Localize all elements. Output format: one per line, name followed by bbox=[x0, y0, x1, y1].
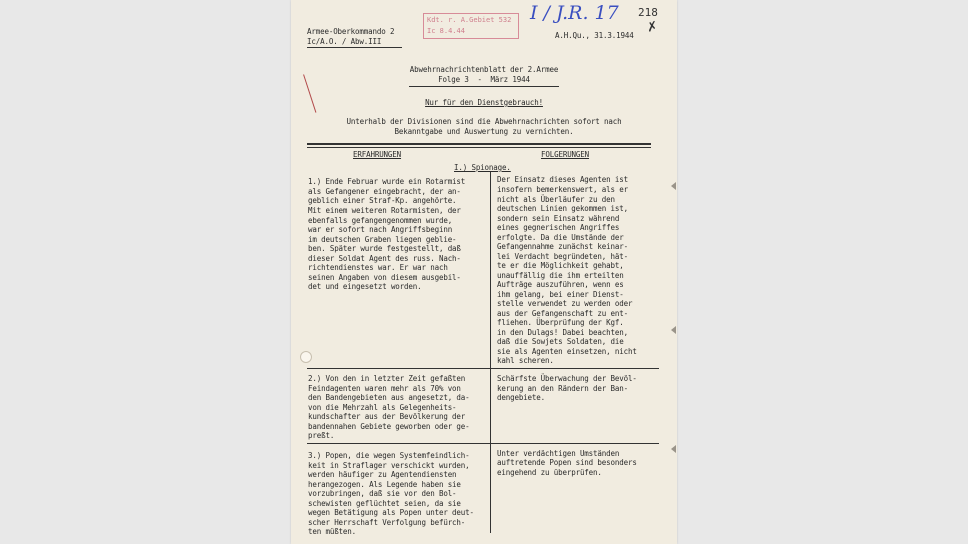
document-page bbox=[291, 0, 677, 544]
command-line-1: Armee-Oberkommando 2 bbox=[307, 27, 395, 36]
scribble-mark: ✗ bbox=[645, 15, 659, 36]
row-1-left-line: det und eingesetzt worden. bbox=[308, 282, 422, 291]
row-1-left-line: geblich einer Straf-Kp. angehörte. bbox=[308, 196, 457, 205]
row-3-left-line: herangezogen. Als Legende haben sie bbox=[308, 480, 461, 489]
row-3-right-line: eingehend zu überprüfen. bbox=[497, 468, 602, 477]
row-1-right-line: unauffällig die ihm erteilten bbox=[497, 271, 624, 280]
row-1-right-line: daß die Sowjets Soldaten, die bbox=[497, 337, 624, 346]
place-date: A.H.Qu., 31.3.1944 bbox=[555, 31, 634, 40]
instruction-line-1: Unterhalb der Divisionen sind die Abwehrnachrichten sofort nach bbox=[346, 117, 622, 126]
row-1-right-line: Der Einsatz dieses Agenten ist bbox=[497, 175, 628, 184]
restriction-notice: Nur für den Dienstgebrauch! bbox=[425, 98, 543, 107]
row-2-left-line: den Bandengebieten aus angesetzt, da- bbox=[308, 393, 470, 402]
row-1-right-line: erfolgte. Da die Umstände der bbox=[497, 233, 624, 242]
row-1-left-line: richtendienstes war. Er war nach bbox=[308, 263, 448, 272]
row-2-left-line: 2.) Von den in letzter Zeit gefaßten bbox=[308, 374, 466, 383]
row-3-left-line: keit in Straflager verschickt wurden, bbox=[308, 461, 470, 470]
row-3-left-line: scher Herrschaft Verfolgung befürch- bbox=[308, 518, 466, 527]
edge-mark bbox=[671, 445, 676, 453]
row-1-right-line: fliehen. Überprüfung der Kgf. bbox=[497, 318, 624, 327]
row-1-left-line: 1.) Ende Februar wurde ein Rotarmist bbox=[308, 177, 466, 186]
received-stamp bbox=[423, 13, 519, 39]
row-1-right-line: sie als Agenten einsetzen, nicht bbox=[497, 347, 637, 356]
command-underline bbox=[307, 47, 402, 48]
row-2-right-line: kerung an den Rändern der Ban- bbox=[497, 384, 628, 393]
row-2-left-line: kundschafter aus der Bevölkerung der bbox=[308, 412, 466, 421]
row-1-right-line: aus der Gefangenschaft zu ent- bbox=[497, 309, 628, 318]
row-1-right-line: ihm gelang, bei einer Dienst- bbox=[497, 290, 624, 299]
row-3-left-line: vorzubringen, daß sie vor den Bol- bbox=[308, 489, 457, 498]
row-2-left-line: bandennahen Gebiete geworben oder ge- bbox=[308, 422, 470, 431]
row-1-left-line: war er sofort nach Angriffsbeginn bbox=[308, 225, 453, 234]
row-1-left-line: ben. Später wurde festgestellt, daß bbox=[308, 244, 461, 253]
row-1-right-line: sondern sein Einsatz während bbox=[497, 214, 620, 223]
row-1-right-line: stelle verwendet zu werden oder bbox=[497, 299, 633, 308]
row-2-left-line: von die Mehrzahl als Gelegenheits- bbox=[308, 403, 457, 412]
instruction-line-2: Bekanntgabe und Auswertung zu vernichten. bbox=[394, 127, 574, 136]
row-3-left-line: wegen Betätigung als Popen unter deut- bbox=[308, 508, 474, 517]
column-divider bbox=[490, 172, 491, 533]
column-header-right: FOLGERUNGEN bbox=[541, 150, 590, 159]
stamp-line-2: Ic 8.4.44 bbox=[427, 27, 465, 35]
table-top-rule bbox=[307, 143, 651, 145]
row-1-left-line: als Gefangener eingebracht, der an- bbox=[308, 187, 461, 196]
row-1-right-line: insofern bemerkenswert, als er bbox=[497, 185, 628, 194]
row-1-right-line: lei Verdacht begründeten, hät- bbox=[497, 252, 628, 261]
row-3-right-line: Unter verdächtigen Umständen bbox=[497, 449, 620, 458]
command-line-2: Ic/A.O. / Abw.III bbox=[307, 37, 382, 46]
row-1-right-line: te er die Möglichkeit gehabt, bbox=[497, 261, 624, 270]
bulletin-issue: Folge 3 - März 1944 bbox=[438, 75, 530, 84]
title-underline bbox=[409, 86, 559, 87]
row-1-left-line: im deutschen Graben liegen geblie- bbox=[308, 235, 457, 244]
row-3-left-line: 3.) Popen, die wegen Systemfeindlich- bbox=[308, 451, 470, 460]
row-3-left-line: werden häufiger zu Agentendiensten bbox=[308, 470, 457, 479]
column-header-left: ERFAHRUNGEN bbox=[353, 150, 402, 159]
row-3-left-line: ten müßten. bbox=[308, 527, 357, 536]
row-separator bbox=[307, 443, 659, 444]
section-title: I.) Spionage. bbox=[454, 163, 511, 172]
row-1-left-line: seinen Angaben von diesem ausgebil- bbox=[308, 273, 461, 282]
edge-mark bbox=[671, 326, 676, 334]
row-1-left-line: Mit einem weiteren Rotarmisten, der bbox=[308, 206, 461, 215]
edge-mark bbox=[671, 182, 676, 190]
row-3-left-line: schewisten geflüchtet seien, da sie bbox=[308, 499, 461, 508]
row-2-left-line: Feindagenten waren mehr als 70% von bbox=[308, 384, 461, 393]
row-3-right-line: auftretende Popen sind besonders bbox=[497, 458, 637, 467]
stamp-line-1: Kdt. r. A.Gebiet 532 bbox=[427, 16, 512, 24]
row-1-right-line: kahl scheren. bbox=[497, 356, 554, 365]
row-1-left-line: ebenfalls gefangengenommen wurde, bbox=[308, 216, 453, 225]
punch-hole bbox=[300, 351, 312, 363]
row-2-right-line: dengebiete. bbox=[497, 393, 546, 402]
row-separator bbox=[307, 368, 659, 369]
row-1-right-line: eines gegnerischen Angriffes bbox=[497, 223, 620, 232]
row-1-left-line: dieser Soldat Agent des russ. Nach- bbox=[308, 254, 461, 263]
row-1-right-line: in den Dulags! Dabei beachten, bbox=[497, 328, 628, 337]
row-2-left-line: preßt. bbox=[308, 431, 335, 440]
row-1-right-line: Aufträge auszuführen, wenn es bbox=[497, 280, 624, 289]
row-1-right-line: deutschen Linien gekommen ist, bbox=[497, 204, 628, 213]
row-1-right-line: Gefangennahme zunächst keinar- bbox=[497, 242, 628, 251]
bulletin-title: Abwehrnachrichtenblatt der 2.Armee bbox=[409, 65, 559, 74]
row-2-right-line: Schärfste Überwachung der Bevöl- bbox=[497, 374, 637, 383]
page-number: 218 bbox=[638, 6, 658, 19]
row-1-right-line: nicht als Überläufer zu den bbox=[497, 195, 615, 204]
table-top-rule-2 bbox=[307, 147, 651, 148]
handwritten-reference: I / J.R. 17 bbox=[530, 2, 619, 24]
